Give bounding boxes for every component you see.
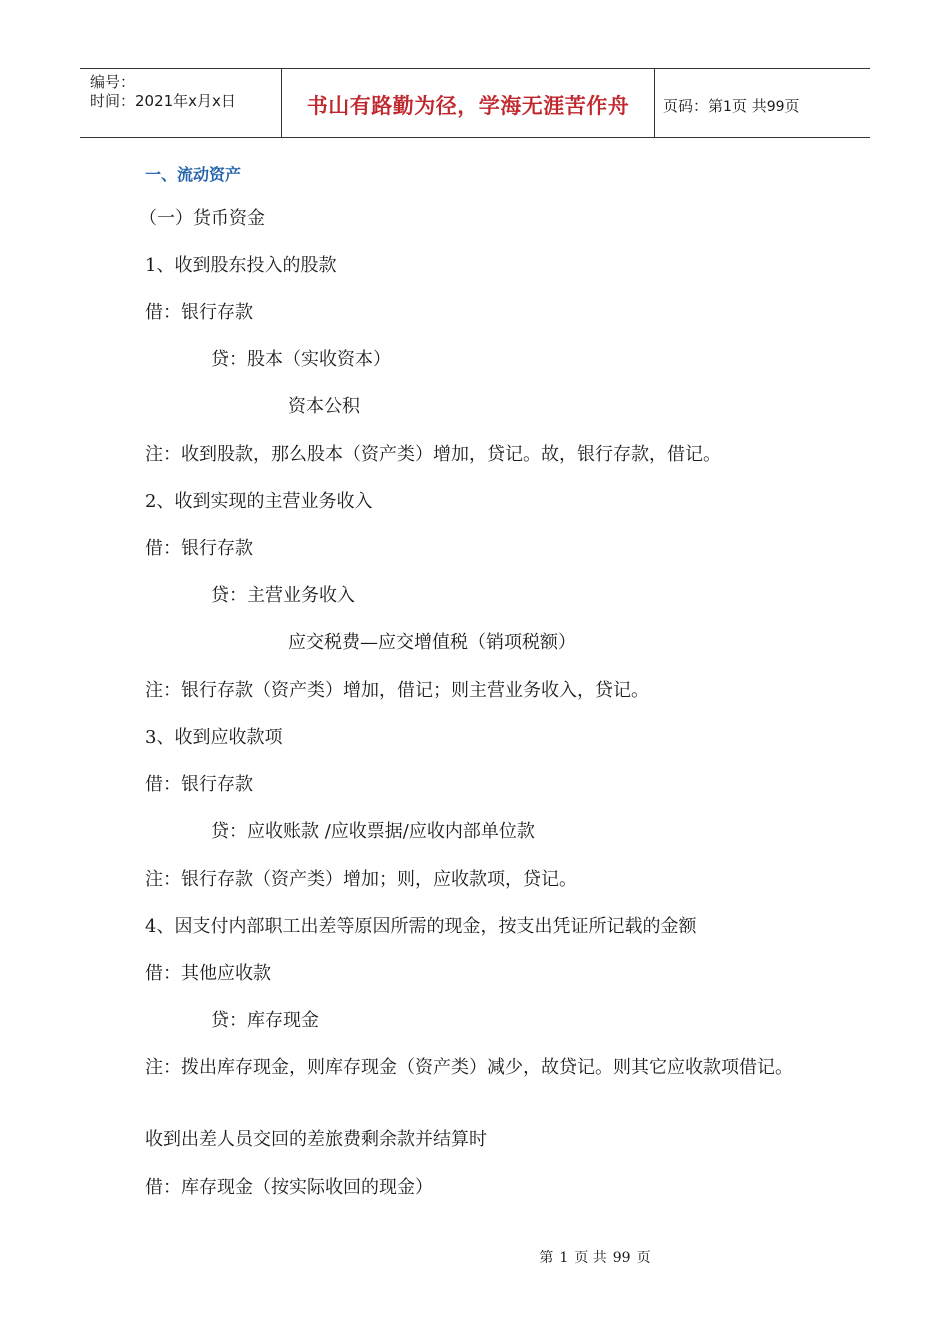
item-heading: 3、收到应收款项 xyxy=(145,727,283,748)
page-mid: 页 共 xyxy=(731,97,767,115)
header-motto: 书山有路勤为径，学海无涯苦作舟 xyxy=(306,94,630,118)
item-heading: 1、收到股东投入的股款 xyxy=(145,255,337,276)
page-header xyxy=(80,68,870,138)
note-text: 注：银行存款（资产类）增加；则，应收款项，贷记。 xyxy=(145,869,577,890)
page-footer xyxy=(0,1247,950,1267)
debit-entry: 借：其他应收款 xyxy=(145,963,271,984)
debit-entry: 借：库存现金（按实际收回的现金） xyxy=(145,1177,433,1198)
credit-entry-continued: 资本公积 xyxy=(288,396,360,417)
note-text: 注：收到股款，那么股本（资产类）增加，贷记。故，银行存款，借记。 xyxy=(145,444,721,465)
footer-total-pages: 99 xyxy=(612,1250,631,1266)
footer-mid: 页 共 xyxy=(574,1250,607,1266)
credit-entry-continued: 应交税费—应交增值税（销项税额） xyxy=(288,632,576,653)
debit-entry: 借：银行存款 xyxy=(145,302,253,323)
header-page-cell xyxy=(655,69,870,137)
item-heading: 4、因支付内部职工出差等原因所需的现金，按支出凭证所记载的金额 xyxy=(145,916,697,937)
footer-current-page: 1 xyxy=(559,1250,569,1266)
header-meta-cell xyxy=(80,69,282,137)
document-number-label: 编号： xyxy=(90,73,136,91)
document-date-label: 时间：2021年x月x日 xyxy=(90,92,236,110)
item-heading: 2、收到实现的主营业务收入 xyxy=(145,491,373,512)
page-current: 1 xyxy=(723,99,732,115)
paragraph-text: 收到出差人员交回的差旅费剩余款并结算时 xyxy=(145,1129,487,1150)
page-total: 99 xyxy=(766,99,785,115)
credit-entry: 贷：股本（实收资本） xyxy=(211,349,391,370)
note-text: 注：拨出库存现金，则库存现金（资产类）减少，故贷记。则其它应收款项借记。 xyxy=(145,1057,793,1078)
page-end: 页 xyxy=(784,97,800,115)
section-title: 一、流动资产 xyxy=(145,165,242,184)
debit-entry: 借：银行存款 xyxy=(145,774,253,795)
debit-entry: 借：银行存款 xyxy=(145,538,253,559)
footer-prefix: 第 xyxy=(539,1250,554,1266)
note-text: 注：银行存款（资产类）增加，借记；则主营业务收入，贷记。 xyxy=(145,680,649,701)
footer-suffix: 页 xyxy=(636,1250,651,1266)
credit-entry: 贷：库存现金 xyxy=(211,1010,319,1031)
credit-entry: 贷：主营业务收入 xyxy=(211,585,355,606)
subsection-heading: （一）货币资金 xyxy=(139,208,265,229)
header-page-info xyxy=(663,95,800,116)
page-label: 页码：第 xyxy=(663,97,724,115)
credit-entry: 贷：应收账款 /应收票据/应收内部单位款 xyxy=(211,821,535,842)
header-motto-cell xyxy=(282,69,655,137)
